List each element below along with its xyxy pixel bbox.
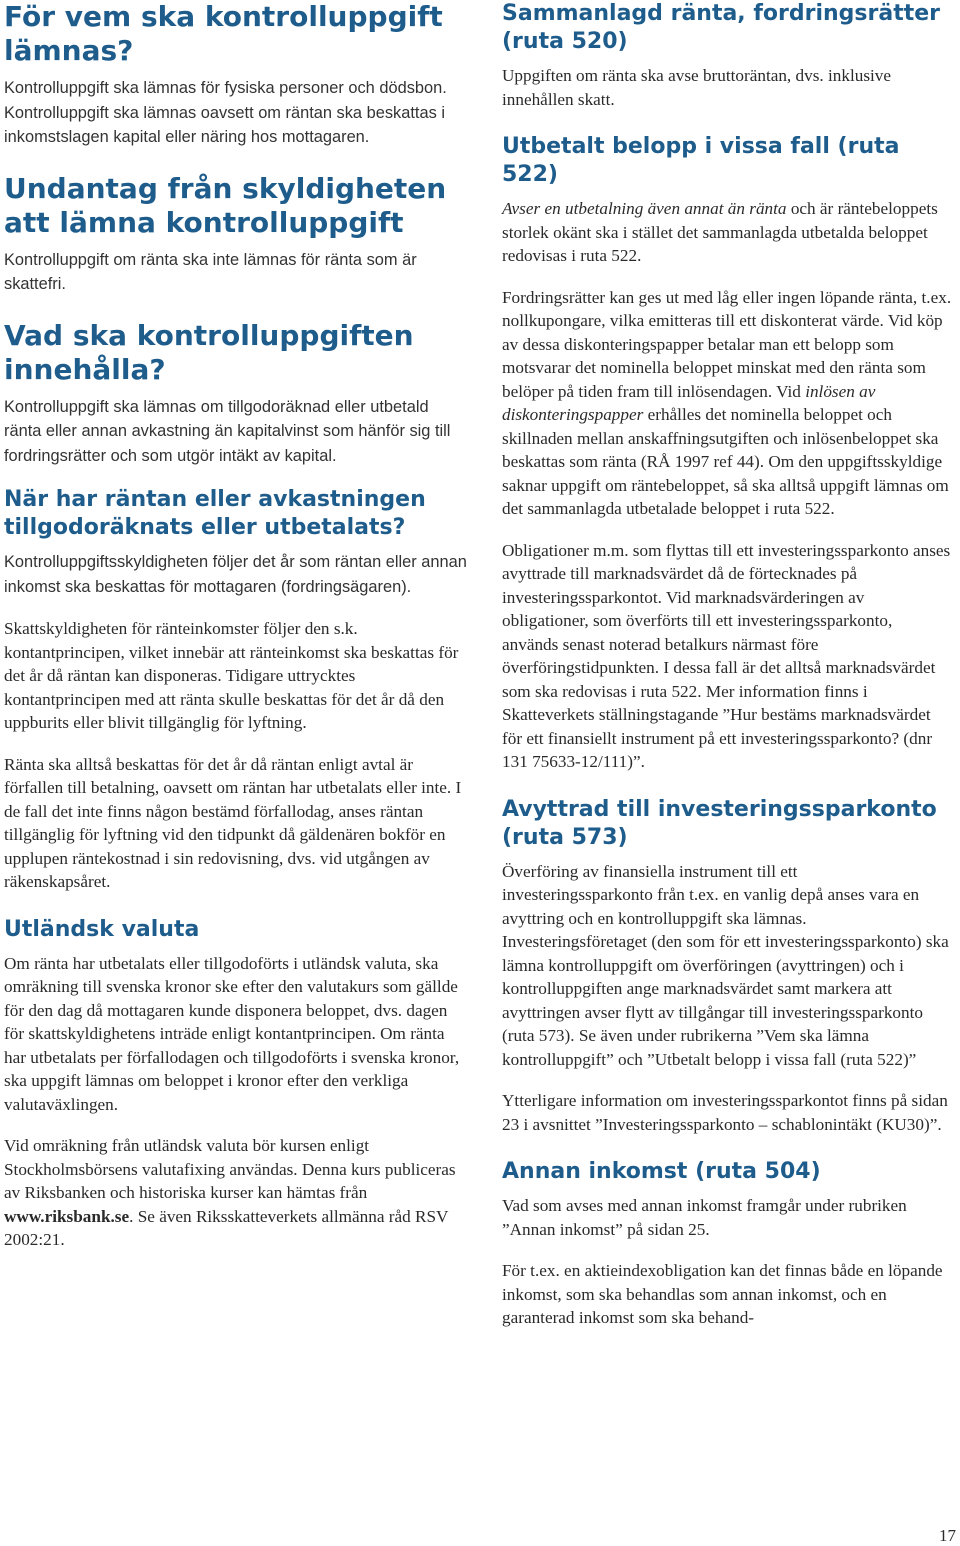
para-fysiska-personer: Kontrolluppgift ska lämnas för fysiska personer och dödsbon. Kontrolluppgift ska lämnas oavsett om räntan ska beskattas i inkomstslagen kapital eller näring hos mottagaren. [4, 79, 447, 146]
heading-undantag: Undantag från skyldigheten att lämna kontrolluppgift [4, 171, 447, 239]
para-kontrolluppgiftsskyldigheten: Kontrolluppgiftsskyldigheten följer det år som räntan eller annan inkomst ska beskattas för mottagaren (fordringsägaren). [4, 553, 467, 596]
heading-annan-inkomst: Annan inkomst (ruta 504) [502, 1159, 821, 1184]
text-valutafixing-a: Vid omräkning från utländsk valuta bör kursen enligt Stockholmsbörsens valutafixing användas. Denna kurs publiceras av Riksbanken och historiska kurser kan hämtas från [4, 1136, 456, 1202]
heading-utbetalt-belopp: Utbetalt belopp i vissa fall (ruta 522) [502, 134, 900, 187]
para-avser-utbetalning [502, 197, 952, 268]
para-ytterligare-information: Ytterligare information om investeringssparkontot finns på sidan 23 i avsnittet ”Investeringssparkonto – schablonintäkt (KU30)”. [502, 1091, 948, 1134]
para-overforing: Överföring av finansiella instrument till ett investeringssparkonto från t.ex. en vanlig depå anses vara en avyttring och en kontrolluppgift ska lämnas. Investeringsföretaget (den som för ett investeringssparkonto) ska lämna kontrolluppgift om överföringen (avyttringen) och i kontrolluppgiften ange marknadsvärdet samt markera att avyttringen avser flytt av tillgångar till investeringssparkonto (ruta 573). Se även under rubrikerna ”Vem ska lämna kontrolluppgift” och ”Utbetalt belopp i vissa fall (ruta 522)” [502, 861, 949, 1069]
page-number: 17 [939, 1526, 956, 1545]
heading-sammanlagd-ranta: Sammanlagd ränta, fordringsrätter (ruta 520) [502, 1, 941, 54]
text-fordringsratter-b: erhålles det nominella beloppet och skillnaden mellan anskaffningsutgiften och inlösenbeloppet ska beskattas som ränta (RÅ 1997 ref 44). Om den uppgiftsskyldige saknar uppgift om räntebeloppet, så ska alltså uppgift lämnas om det sammanlagda utbetalade beloppet i ruta 522. [502, 405, 949, 518]
para-annan-inkomst-rubrik: Vad som avses med annan inkomst framgår under rubriken ”Annan inkomst” på sidan 25. [502, 1196, 907, 1239]
para-forfallen: Ränta ska alltså beskattas för det år då räntan enligt avtal är förfallen till betalning, oavsett om räntan har utbetalats eller inte. I de fall det inte finns någon bestämd förfallodag, anses räntan tillgänglig för lyftning vid den tidpunkt då gäldenären bokför en upplupen räntekostnad i sin redovisning, dvs. vid utgången av räkenskapsåret. [4, 754, 462, 891]
right-column [502, 0, 952, 1330]
heading-nar-har-rantan: När har räntan eller avkastningen tillgodoräknats eller utbetalats? [4, 487, 426, 540]
heading-vem-ska-lamnas: För vem ska kontrolluppgift lämnas? [4, 0, 443, 67]
para-bruttorantan: Uppgiften om ränta ska avse bruttoräntan, dvs. inklusive innehållen skatt. [502, 66, 892, 109]
text-valutafixing-b: . Se även Riksskatteverkets allmänna råd RSV 2002:21. [4, 1206, 449, 1249]
para-valutafixing [4, 1134, 470, 1252]
heading-utlandsk-valuta: Utländsk valuta [4, 916, 200, 942]
text-avser-italic: Avser en utbetalning även annat än ränta [502, 199, 787, 218]
para-fordringsratter [502, 286, 952, 521]
left-column [4, 0, 470, 1252]
para-skattefri: Kontrolluppgift om ränta ska inte lämnas för ränta som är skattefri. [4, 250, 417, 293]
text-inlosen-italic: inlösen av diskonteringspapper [502, 381, 876, 424]
para-tillgodoraknad: Kontrolluppgift ska lämnas om tillgodoräknad eller utbetald ränta eller annan avkastning än kapitalvinst som hänför sig till fordringsrätter och som utgör intäkt av kapital. [4, 397, 451, 465]
para-aktieindexobligation: För t.ex. en aktieindexobligation kan det finnas både en löpande inkomst, som ska behandlas som annan inkomst, och en garanterad inkomst som ska behand- [502, 1261, 943, 1327]
para-kontantprincipen: Skattskyldigheten för ränteinkomster följer den s.k. kontantprincipen, vilket innebär att ränteinkomst ska beskattas för det år då räntan kan disponeras. Tidigare uttrycktes kontantprincipen med att ränta skulle beskattas för det år då den uppburits eller blivit tillgänglig för lyftning. [4, 619, 459, 732]
riksbank-link[interactable]: www.riksbank.se [4, 1206, 130, 1226]
text-fordringsratter-a: Fordringsrätter kan ges ut med låg eller ingen löpande ränta, t.ex. nollkupongare, vilka emitteras till ett diskonterat värde. Vid köp av dessa diskonteringspapper betalar man ett belopp som motsvarar det nominella beloppet minskat med den ränta som belöper på tiden fram till inlösendagen. Vid [502, 287, 952, 401]
heading-innehalla: Vad ska kontrolluppgiften innehålla? [4, 318, 414, 386]
heading-avyttrad: Avyttrad till investeringssparkonto (ruta 573) [502, 796, 937, 850]
para-omrakning: Om ränta har utbetalats eller tillgodoförts i utländsk valuta, ska omräkning till svenska kronor ske efter den valutakurs som gällde för den dag då mottagaren kunde disponera beloppet, dvs. dagen för skattskyldighetens inträde enligt kontantprincipen. Om ränta har utbetalats per förfallodagen och tillgodoförts i svenska kronor, ska uppgift lämnas om beloppet i kronor efter den verkliga valutaväxlingen. [4, 953, 460, 1114]
text-avser-rest: och är räntebeloppets storlek okänt ska i stället det sammanlagda utbetalda beloppet redovisas i ruta 522. [502, 199, 938, 265]
para-obligationer: Obligationer m.m. som flyttas till ett investeringssparkonto anses avyttrade till marknadsvärdet då de förtecknades på investeringssparkontot. Vid marknadsvärderingen av obligationer, som överförts till ett investeringssparkonto, används senast noterad betalkurs närmast före överföringstidpunkten. I dessa fall är det alltså marknadsvärdet som ska redovisas i ruta 522. Mer information finns i Skatteverkets ställningstagande ”Hur bestäms marknadsvärdet för ett finansiellt instrument på ett investeringssparkonto? (dnr 131 75633-12/111)”. [502, 540, 951, 771]
